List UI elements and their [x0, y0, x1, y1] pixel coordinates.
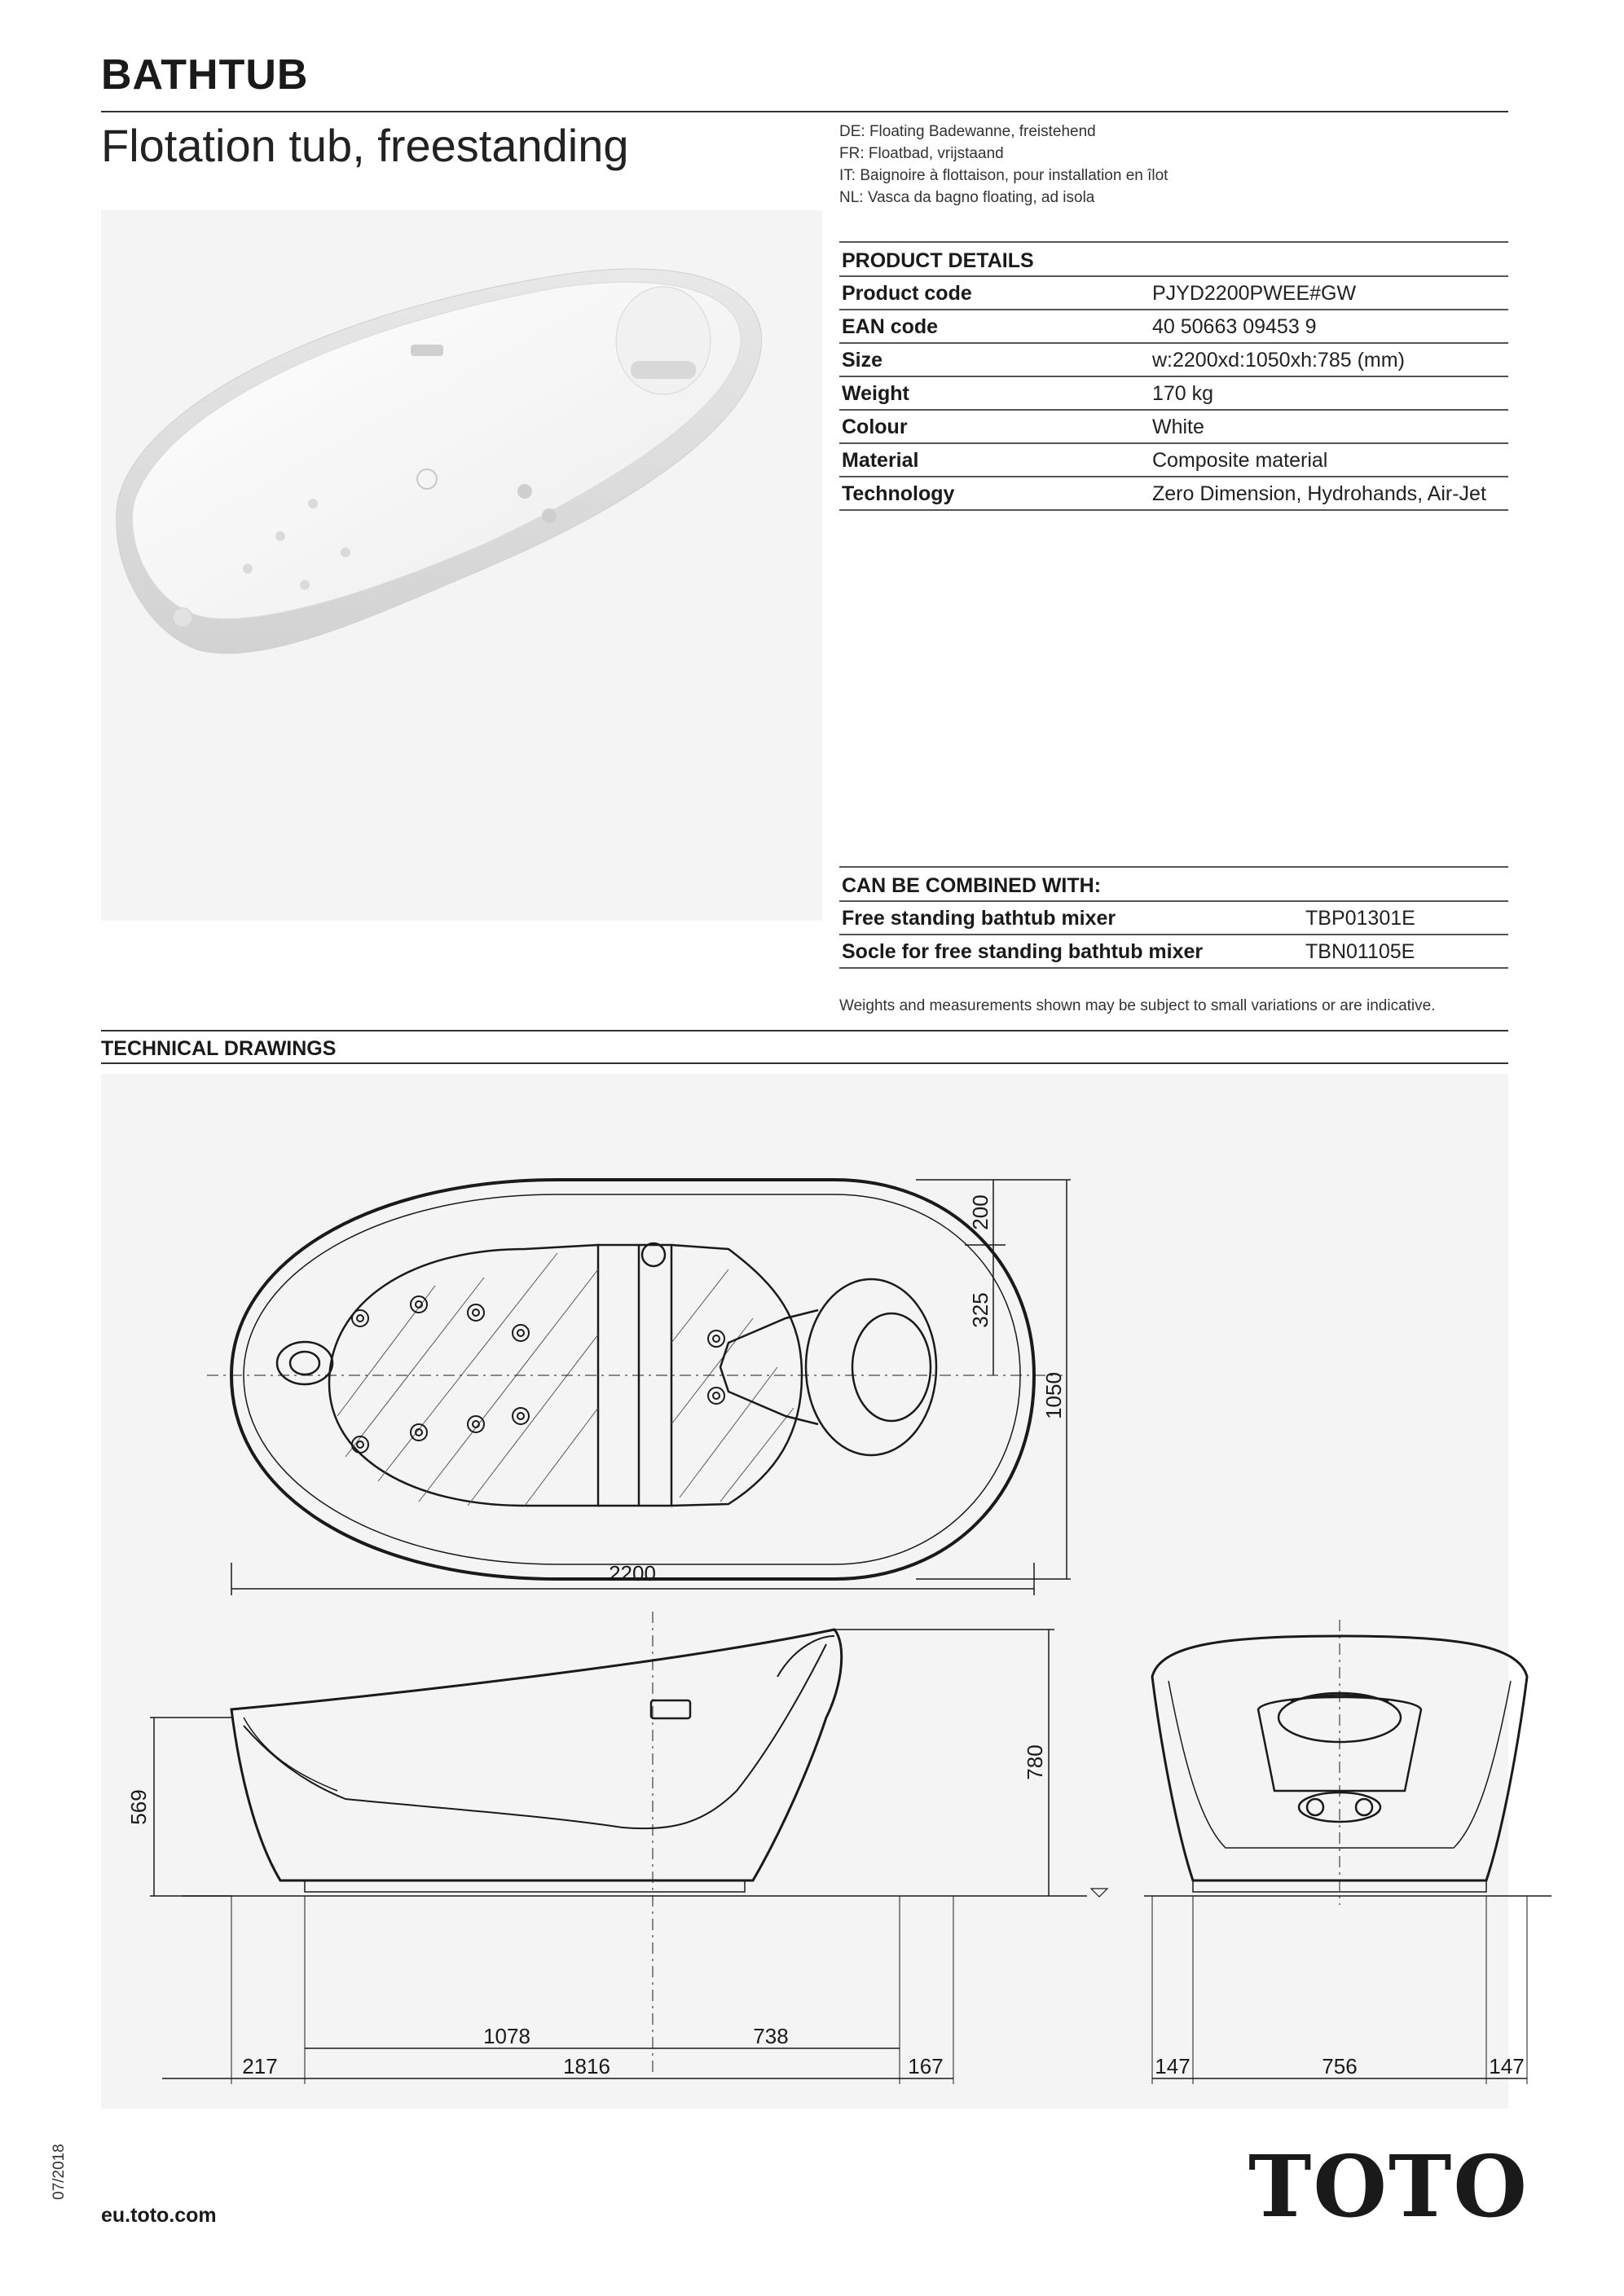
page-title: BATHTUB	[101, 51, 309, 99]
row-label: Socle for free standing bathtub mixer	[842, 940, 1204, 963]
dim-end-147-left: 147	[1155, 2054, 1190, 2078]
dim-side-738: 738	[753, 2024, 789, 2048]
product-details-header	[839, 241, 1508, 277]
row-label: Product code	[842, 282, 972, 305]
table-row	[839, 444, 1508, 477]
row-label: Material	[842, 449, 919, 472]
table-row	[839, 277, 1508, 310]
top-view-drawing	[207, 1180, 1071, 1595]
dim-top-depth: 1050	[1041, 1372, 1066, 1419]
technical-drawing-svg	[101, 1074, 1525, 2109]
row-label: Size	[842, 349, 883, 372]
page-subtitle: Flotation tub, freestanding	[101, 120, 629, 171]
product-details-table	[839, 241, 1508, 511]
table-row	[839, 902, 1508, 935]
translation-nl: NL: Vasca da bagno floating, ad isola	[839, 189, 1095, 206]
row-label: Weight	[842, 382, 909, 405]
combined-with-table	[839, 866, 1508, 969]
toto-logo: TOTO	[1248, 2136, 1529, 2237]
side-view-drawing	[150, 1612, 1087, 2084]
disclaimer-note: Weights and measurements shown may be subject to small variations or are indicative.	[839, 997, 1436, 1014]
translations-list	[839, 121, 1168, 209]
row-value: 40 50663 09453 9	[1152, 315, 1317, 338]
row-label: EAN code	[842, 315, 939, 338]
row-value: TBN01105E	[1305, 940, 1415, 963]
section-divider	[101, 1030, 1508, 1031]
row-value: PJYD2200PWEE#GW	[1152, 282, 1357, 305]
row-value: 170 kg	[1152, 382, 1214, 405]
row-value: w:2200xd:1050xh:785 (mm)	[1152, 349, 1405, 372]
translation-fr: FR: Floatbad, vrijstaand	[839, 145, 1004, 162]
row-value: TBP01301E	[1305, 907, 1415, 930]
dim-top-200: 200	[968, 1194, 992, 1230]
product-photo	[101, 210, 822, 921]
dim-top-325: 325	[968, 1292, 992, 1328]
technical-drawings-heading: TECHNICAL DRAWINGS	[101, 1037, 337, 1060]
row-value: White	[1152, 416, 1204, 438]
dim-side-167: 167	[908, 2054, 944, 2078]
technical-drawings	[101, 1074, 1525, 2109]
document-date: 07/2018	[51, 2144, 68, 2200]
table-row	[839, 477, 1508, 511]
table-row	[839, 411, 1508, 444]
section-divider	[101, 1062, 1508, 1064]
row-value: Composite material	[1152, 449, 1328, 472]
product-details-heading: PRODUCT DETAILS	[842, 249, 1034, 272]
end-view-drawing	[1091, 1620, 1551, 2084]
dim-side-569: 569	[126, 1789, 151, 1825]
table-row	[839, 935, 1508, 969]
dim-side-1078: 1078	[483, 2024, 530, 2048]
header-divider	[101, 111, 1508, 112]
row-label: Colour	[842, 416, 908, 438]
table-row	[839, 344, 1508, 377]
row-value: Zero Dimension, Hydrohands, Air-Jet	[1152, 482, 1486, 505]
combined-header	[839, 866, 1508, 902]
dim-end-756: 756	[1322, 2054, 1358, 2078]
table-row	[839, 310, 1508, 344]
dim-side-1816: 1816	[563, 2054, 610, 2078]
translation-de: DE: Floating Badewanne, freistehend	[839, 123, 1096, 140]
dim-top-width: 2200	[609, 1561, 656, 1586]
dim-end-147-right: 147	[1489, 2054, 1525, 2078]
bathtub-photo-illustration	[101, 210, 822, 921]
row-label: Technology	[842, 482, 955, 505]
combined-heading: CAN BE COMBINED WITH:	[842, 874, 1102, 897]
translation-it: IT: Baignoire à flottaison, pour installation en îlot	[839, 167, 1168, 184]
row-label: Free standing bathtub mixer	[842, 907, 1116, 930]
footer-url-link[interactable]: eu.toto.com	[101, 2204, 217, 2227]
dim-side-217: 217	[242, 2054, 278, 2078]
table-row	[839, 377, 1508, 411]
dim-side-780: 780	[1023, 1744, 1047, 1780]
